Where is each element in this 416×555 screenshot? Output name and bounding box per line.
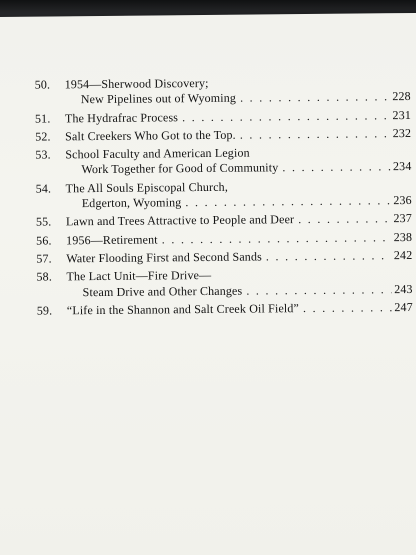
- toc-entry-50: [35, 74, 411, 108]
- entry-number: 52.: [35, 129, 51, 144]
- dot-leader: [240, 126, 390, 143]
- entry-number: 58.: [36, 269, 53, 284]
- dot-leader: [185, 193, 390, 210]
- dot-leader: [240, 90, 389, 107]
- entry-title: “Life in the Shannon and Salt Creek Oil Field”: [66, 300, 300, 318]
- toc-entry-54: [36, 178, 412, 212]
- entry-title: 1956—Retirement: [66, 232, 158, 247]
- table-of-contents: [35, 74, 413, 319]
- entry-number: 55.: [35, 214, 52, 229]
- entry-title-continued: Work Together for Good of Community: [81, 160, 279, 177]
- entry-line: [67, 300, 413, 319]
- page-number: 242: [393, 247, 413, 263]
- entry-title: Lawn and Trees Attractive to People and Deer: [65, 212, 295, 229]
- page-number: 234: [392, 159, 412, 174]
- entry-title-continued: Edgerton, Wyoming: [81, 195, 182, 211]
- entry-number: 56.: [36, 233, 52, 248]
- entry-title: The Lact Unit—Fire Drive—: [66, 268, 212, 284]
- dot-leader: [282, 160, 390, 176]
- page-number: 228: [392, 89, 411, 104]
- dot-leader: [298, 212, 390, 228]
- entry-number: 57.: [36, 251, 52, 266]
- dot-leader: [246, 282, 391, 299]
- entry-title: 1954—Sherwood Discovery;: [64, 75, 209, 92]
- page-number: 243: [394, 281, 413, 296]
- entry-title-continued: Steam Drive and Other Changes: [82, 283, 243, 299]
- page-number: 247: [394, 299, 413, 315]
- page-paper: [0, 13, 416, 555]
- entry-number: 54.: [35, 181, 52, 196]
- dot-leader: [266, 248, 391, 264]
- toc-entry-58: [36, 266, 412, 300]
- page-number: 238: [393, 229, 413, 244]
- dot-leader: [182, 108, 390, 125]
- entry-number: 59.: [36, 303, 53, 318]
- entry-number: 51.: [34, 111, 51, 126]
- entry-title: Salt Creekers Who Got to the Top.: [65, 127, 236, 144]
- page-number: 232: [392, 125, 412, 141]
- entry-title: Water Flooding First and Second Sands: [66, 249, 262, 266]
- page-number: 236: [393, 193, 412, 208]
- toc-entry-59: [37, 300, 413, 319]
- entry-title: School Faculty and American Legion: [65, 145, 250, 162]
- entry-title: The Hydrafrac Process: [64, 109, 179, 125]
- dot-leader: [162, 230, 391, 247]
- page-number: 231: [392, 107, 412, 122]
- entry-title: The All Souls Episcopal Church,: [65, 179, 229, 196]
- page-number: 237: [393, 211, 413, 226]
- entry-number: 50.: [34, 77, 51, 92]
- entry-number: 53.: [35, 147, 51, 162]
- toc-entry-53: [35, 144, 411, 178]
- dot-leader: [303, 300, 392, 316]
- entry-title-continued: New Pipelines out of Wyoming: [80, 90, 237, 107]
